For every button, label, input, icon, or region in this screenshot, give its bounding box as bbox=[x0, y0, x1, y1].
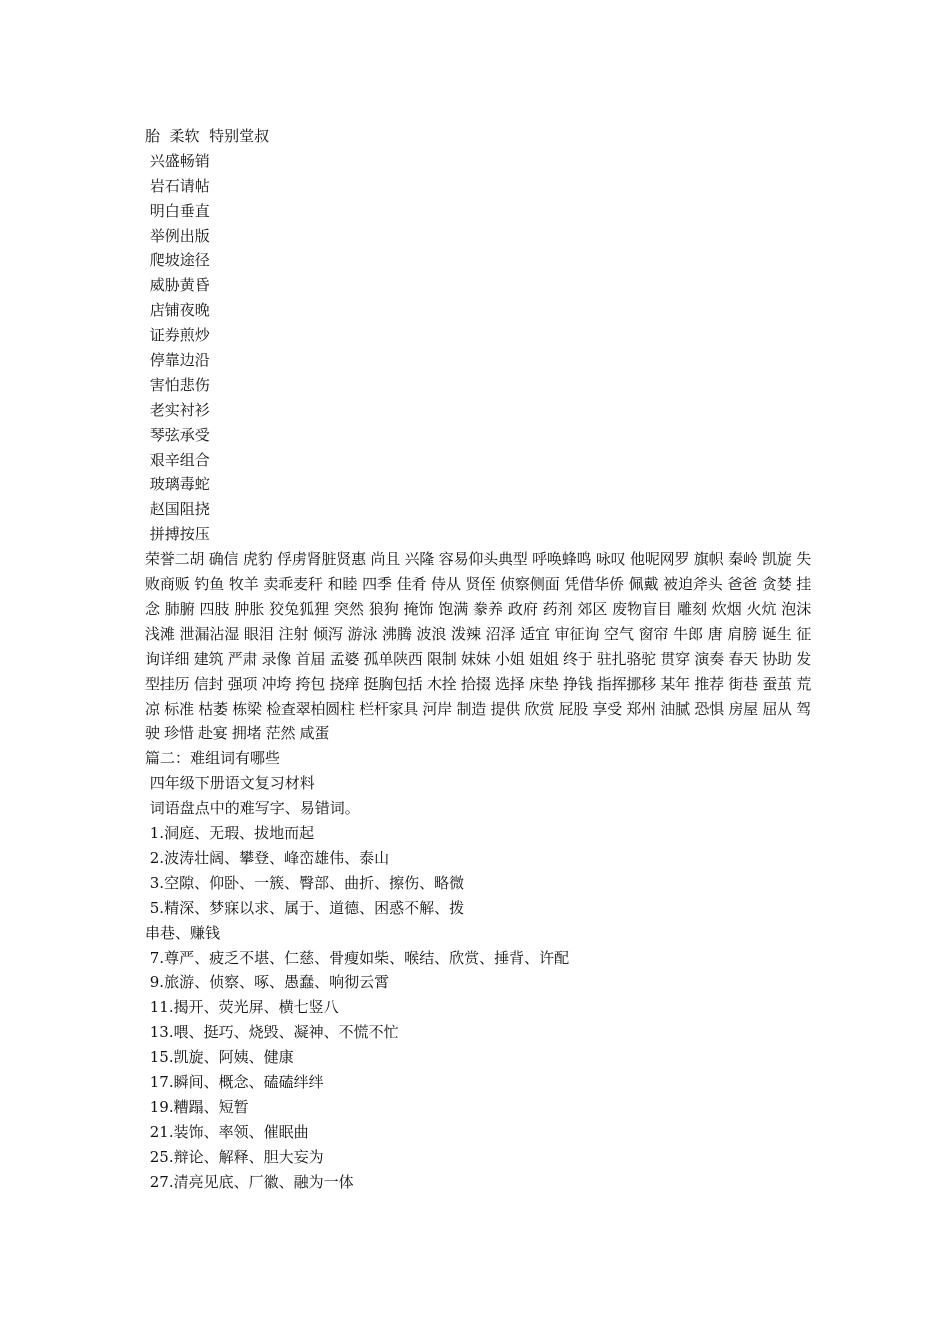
text-line: 害怕悲伤 bbox=[145, 375, 210, 394]
list-item: 3.空隙、仰卧、一簇、臀部、曲折、擦伤、略微 bbox=[145, 873, 465, 892]
list-item: 15.凯旋、阿姨、健康 bbox=[145, 1048, 294, 1067]
word-paragraph: 荣誉二胡 确信 虎豹 俘虏肾脏贤惠 尚且 兴隆 容易仰头典型 呼唤蜂鸣 咏叹 他呢网罗 旗帜 秦岭 凯旋 失败商贩 钓鱼 牧羊 卖乖麦秆 和睦 四季 佳肴 侍从 贤侄 侦察侧面 凭借华侨 佩戴 被迫斧头 爸爸 贪婪 挂念 肺腑 四肢 肿胀 狡兔狐狸 突然 狼狗 掩饰 饱满 豢养 政府 药剂 郊区 废物盲目 雕刻 炊烟 火炕 泡沫 浅滩 泄漏沾湿 眼泪 注射 倾泻 游泳 沸腾 波浪 泼辣 沼泽 适宜 审征询 空气 窗帘 牛郎 唐 肩膀 诞生 征询详细 建筑 严肃 录像 首届 孟婆 孤单陕西 限制 妹妹 小姐 姐姐 终于 驻扎骆驼 贯穿 演奏 春天 协助 发型挂历 信封 强项 冲垮 挎包 挠痒 挺胸包括 木拴 拾掇 选择 床垫 挣钱 指挥挪移 某年 推荐 街巷 蚕茧 荒凉 标准 枯萎 栋梁 检查翠柏圆柱 栏杆家具 河岸 制造 提供 欣赏 屁股 享受 郑州 油腻 恐惧 房屋 屈从 驾驶 珍惜 赴宴 拥堵 茫然 咸蛋 bbox=[145, 550, 811, 743]
list-item: 9.旅游、侦察、啄、愚蠢、响彻云霄 bbox=[145, 973, 390, 992]
list-item: 19.糟蹋、短暂 bbox=[145, 1097, 249, 1116]
text-line: 明白垂直 bbox=[145, 201, 210, 220]
list-item: 5.精深、梦寐以求、属于、道德、困惑不解、拨 bbox=[145, 898, 465, 917]
section-heading: 篇二：难组词有哪些 bbox=[145, 749, 281, 768]
list-item: 2.波涛壮阔、攀登、峰峦雄伟、泰山 bbox=[145, 848, 390, 867]
list-item: 17.瞬间、概念、磕磕绊绊 bbox=[145, 1072, 324, 1091]
vocab-list-top bbox=[145, 124, 811, 547]
subtitle: 四年级下册语文复习材料 bbox=[145, 774, 315, 793]
list-item: 21.装饰、率领、催眠曲 bbox=[145, 1122, 309, 1141]
text-line: 举例出版 bbox=[145, 226, 210, 245]
list-item: 串巷、赚钱 bbox=[145, 923, 221, 942]
text-line: 琴弦承受 bbox=[145, 425, 210, 444]
text-line: 玻璃毒蛇 bbox=[145, 475, 210, 494]
list-item: 27.清亮见底、厂徽、融为一体 bbox=[145, 1172, 354, 1191]
text-line: 兴盛畅销 bbox=[145, 151, 210, 170]
text-line: 胎 柔软 特别堂叔 bbox=[145, 127, 270, 145]
document-page bbox=[145, 124, 811, 1194]
text-line: 老实衬衫 bbox=[145, 400, 210, 419]
list-item: 13.喂、挺巧、烧毁、凝神、不慌不忙 bbox=[145, 1023, 399, 1042]
list-item: 25.辩论、解释、胆大妄为 bbox=[145, 1147, 324, 1166]
text-line: 店铺夜晚 bbox=[145, 301, 210, 320]
list-item: 1.洞庭、无瑕、拔地而起 bbox=[145, 824, 315, 843]
list-item: 11.揭开、荧光屏、横七竖八 bbox=[145, 998, 339, 1017]
text-line: 岩石请帖 bbox=[145, 176, 210, 195]
text-line: 爬坡途径 bbox=[145, 251, 210, 270]
text-line: 艰辛组合 bbox=[145, 450, 210, 469]
text-line: 赵国阻挠 bbox=[145, 500, 210, 519]
text-line: 证券煎炒 bbox=[145, 326, 210, 345]
numbered-word-list bbox=[145, 821, 811, 1194]
intro-line: 词语盘点中的难写字、易错词。 bbox=[145, 799, 360, 818]
text-line: 威胁黄昏 bbox=[145, 276, 210, 295]
list-item: 7.尊严、疲乏不堪、仁慈、骨瘦如柴、喉结、欣赏、捶背、许配 bbox=[145, 948, 570, 967]
text-line: 拼搏按压 bbox=[145, 525, 210, 544]
text-line: 停靠边沿 bbox=[145, 351, 210, 370]
